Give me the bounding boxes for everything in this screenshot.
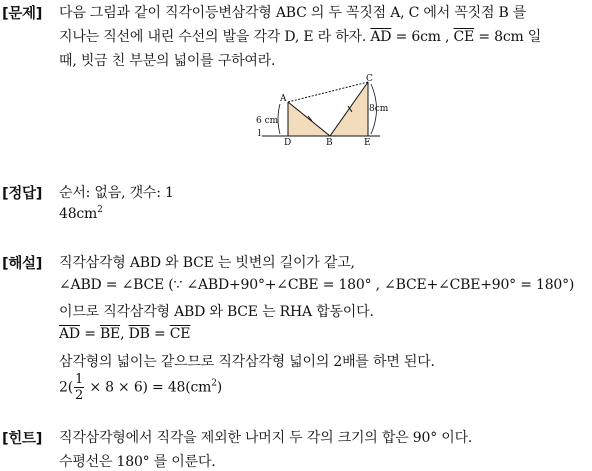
problem-tag: [문제]	[2, 6, 43, 22]
problem-line-2b: = 6cm ,	[391, 29, 454, 45]
segment-ad: $\overline{AD}$	[370, 29, 392, 45]
explanation-line-2: ∠ABD = ∠BCE (∵ ∠ABD+90°+∠CBE = 180° , ∠BCE+∠CBE+90° = 180°)	[59, 277, 575, 293]
answer-value-text: 48cm	[59, 206, 98, 222]
problem-line-1: 다음 그림과 같이 직각이등변삼각형 ABC 의 두 꼭짓점 A, C 에서 꼭짓점 B 를	[59, 5, 527, 21]
segment-ce: $\overline{CE}$	[453, 29, 475, 45]
label-6cm: 6 cm	[256, 116, 279, 126]
label-d: D	[284, 138, 292, 146]
problem-line-3: 때, 빗금 친 부분의 넓이를 구하여라.	[59, 53, 276, 69]
calc-end: )	[216, 379, 223, 396]
calc-sup: 2	[211, 378, 217, 389]
segment-db: $\overline{DB}$	[128, 326, 150, 342]
explanation-calc	[59, 372, 222, 403]
answer-value-sup: 2	[97, 205, 103, 215]
label-a: A	[280, 94, 287, 104]
eq-2: =	[149, 326, 170, 342]
hint-tag: [힌트]	[2, 431, 43, 447]
explanation-tag: [해설]	[2, 256, 43, 272]
triangle-figure	[256, 74, 396, 146]
problem-line-2	[59, 26, 541, 46]
hint-line-1: 직각삼각형에서 직각을 제외한 나머지 두 각의 크기의 합은 90° 이다.	[59, 430, 473, 446]
hint-line-2: 수평선은 180° 를 이룬다.	[59, 454, 216, 470]
fraction-half	[74, 372, 84, 403]
answer-value	[59, 206, 103, 222]
segment-be: $\overline{BE}$	[99, 326, 121, 342]
fraction-denominator: 2	[74, 388, 84, 403]
segment-ad-2: $\overline{AD}$	[59, 326, 80, 342]
calc-mid: × 8 × 6) = 48(cm	[85, 379, 212, 396]
brace-6cm	[278, 104, 280, 134]
answer-line-1: 순서: 없음, 갯수: 1	[59, 185, 174, 201]
explanation-line-3: 이므로 직각삼각형 ABD 와 BCE 는 RHA 합동이다.	[59, 304, 374, 320]
segment-ce-2: $\overline{CE}$	[169, 326, 191, 342]
eq-1: =	[79, 326, 100, 342]
answer-tag: [정답]	[2, 186, 43, 202]
problem-line-2a: 지나는 직선에 내린 수선의 발을 각각 D, E 라 하자.	[59, 29, 371, 45]
label-e: E	[364, 138, 371, 146]
label-b: B	[326, 138, 333, 146]
label-c: C	[366, 74, 373, 84]
label-8cm: 8cm	[369, 104, 389, 114]
explanation-line-4	[59, 326, 190, 342]
problem-line-2c: = 8cm 일	[474, 29, 542, 45]
explanation-line-5: 삼각형의 넓이는 같으므로 직각삼각형 넓이의 2배를 하면 된다.	[59, 354, 435, 370]
fraction-numerator: 1	[74, 372, 84, 387]
label-l: l	[258, 129, 261, 139]
explanation-line-1: 직각삼각형 ABD 와 BCE 는 빗변의 길이가 같고,	[59, 255, 355, 271]
calc-prefix: 2(	[59, 379, 73, 396]
separator: ,	[120, 326, 129, 342]
